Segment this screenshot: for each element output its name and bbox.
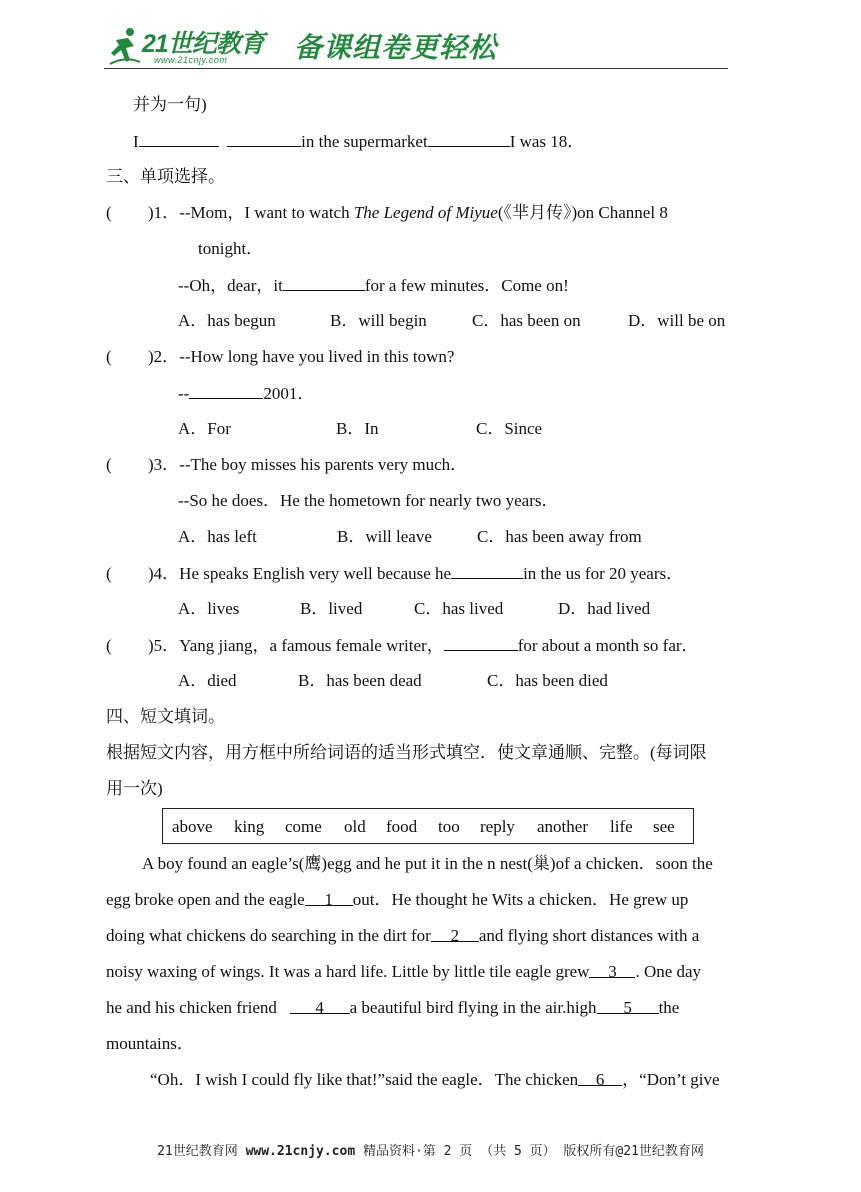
header-divider bbox=[104, 68, 728, 69]
word-item: come bbox=[285, 817, 322, 836]
word-item: king bbox=[234, 817, 265, 836]
option-c: C．Since bbox=[476, 419, 543, 438]
word-item: see bbox=[653, 817, 675, 836]
question-5: ( )5．Yang jiang，a famous female writer， for about a month so far． bbox=[106, 636, 699, 655]
section-heading: 四、短文填词。 bbox=[106, 707, 225, 726]
text-line: I in the supermarket I was 18． bbox=[133, 132, 585, 151]
word-item: life bbox=[610, 817, 633, 836]
option-d: D．had lived bbox=[558, 599, 651, 618]
word-item: food bbox=[386, 817, 418, 836]
option-b: B．In bbox=[336, 419, 379, 438]
option-a: A．lives bbox=[178, 599, 240, 618]
word-item: too bbox=[438, 817, 460, 836]
instruction: 用一次) bbox=[106, 779, 163, 798]
passage-line: “Oh．I wish I could fly like that!”said the eagle．The chicken 6 ，“Don’t give bbox=[150, 1070, 720, 1089]
passage-line: egg broke open and the eagle 1 out．He thought he Wits a chicken．He grew up bbox=[106, 890, 689, 909]
word-item: above bbox=[172, 817, 213, 836]
page-footer: 21世纪教育网 www.21cnjy.com 精品资料·第 2 页 （共 5 页） 版权所有@21世纪教育网 bbox=[157, 1144, 704, 1159]
text-line: -- 2001． bbox=[178, 384, 315, 403]
option-a: A．has left bbox=[178, 527, 257, 546]
runner-logo-icon bbox=[108, 26, 142, 66]
option-b: B．will begin bbox=[330, 311, 427, 330]
option-d: D．will be on bbox=[628, 311, 726, 330]
question-3: ( )3．--The boy misses his parents very much． bbox=[106, 455, 468, 474]
passage-line: he and his chicken friend 4 a beautiful bird flying in the air.high 5 the bbox=[106, 998, 680, 1017]
text-line: tonight． bbox=[198, 239, 264, 258]
options-row bbox=[178, 598, 650, 620]
question-4: ( )4．He speaks English very well because he in the us for 20 years． bbox=[106, 564, 684, 583]
passage-line: mountains． bbox=[106, 1034, 194, 1053]
footer-url: www.21cnjy.com bbox=[245, 1144, 356, 1159]
section-heading: 三、单项选择。 bbox=[106, 167, 225, 186]
option-c: C．has been away from bbox=[477, 527, 642, 546]
option-b: B．has been dead bbox=[298, 671, 422, 690]
word-item: old bbox=[344, 817, 366, 836]
passage-line: A boy found an eagle’s(鹰)egg and he put it in the n nest(巢)of a chicken．soon the bbox=[142, 854, 713, 873]
logo-url: www.21cnjy.com bbox=[154, 55, 228, 65]
option-c: C．has been on bbox=[472, 311, 581, 330]
option-c: C．has been died bbox=[487, 671, 608, 690]
page-header bbox=[104, 22, 728, 70]
passage-line: noisy waxing of wings. It was a hard life. Little by little tile eagle grew 3 . One day bbox=[106, 962, 702, 981]
word-box bbox=[162, 808, 694, 844]
option-b: B．will leave bbox=[337, 527, 432, 546]
passage-line: doing what chickens do searching in the dirt for 2 and flying short distances with a bbox=[106, 926, 700, 945]
logo-text: 21世纪教育 bbox=[142, 30, 264, 58]
question-2: ( )2．--How long have you lived in this town? bbox=[106, 347, 455, 366]
option-a: A．has begun bbox=[178, 311, 276, 330]
option-b: B．lived bbox=[300, 599, 363, 618]
option-a: A．For bbox=[178, 419, 231, 438]
option-a: A．died bbox=[178, 671, 237, 690]
options-row bbox=[178, 418, 542, 440]
text-line: 并为一句) bbox=[133, 95, 207, 114]
option-c: C．has lived bbox=[414, 599, 504, 618]
question-1: ( )1．--Mom，I want to watch The Legend of Miyue(《芈月传》)on Channel 8 bbox=[106, 203, 668, 222]
options-row bbox=[178, 310, 725, 332]
instruction: 根据短文内容，用方框中所给词语的适当形式填空．使文章通顺、完整。(每词限 bbox=[106, 743, 707, 762]
options-row bbox=[178, 670, 608, 692]
options-row bbox=[178, 526, 642, 548]
word-item: another bbox=[537, 817, 588, 836]
text-line: --So he does．He the hometown for nearly two years． bbox=[178, 491, 559, 510]
text-line: --Oh，dear，it for a few minutes．Come on! bbox=[178, 276, 569, 295]
word-item: reply bbox=[480, 817, 515, 836]
slogan: 备课组卷更轻松 bbox=[294, 31, 498, 64]
